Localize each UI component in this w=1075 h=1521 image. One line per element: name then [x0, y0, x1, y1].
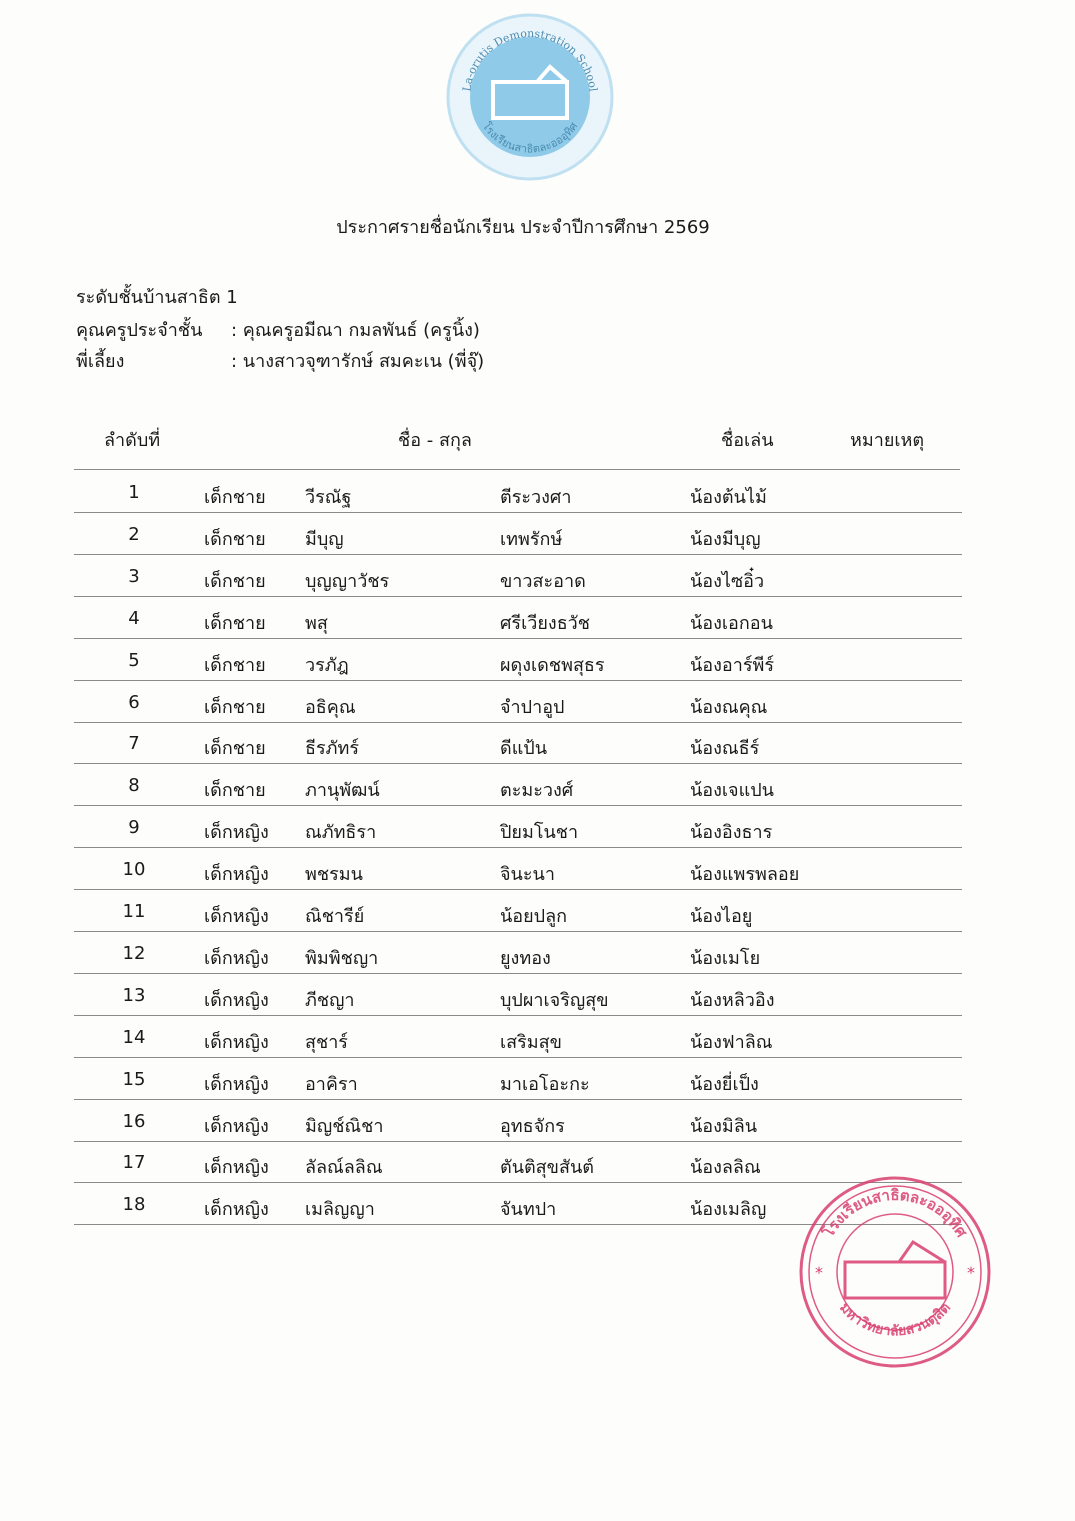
nickname: น้องเอกอน [690, 612, 773, 634]
last-name: เทพรักษ์ [500, 528, 563, 550]
table-row [74, 805, 962, 848]
row-number: 2 [128, 523, 140, 545]
row-number: 4 [128, 607, 140, 629]
nickname: น้องณคุณ [690, 696, 768, 718]
table-row [74, 847, 962, 890]
last-name: ตันติสุขสันต์ [500, 1157, 594, 1179]
page-title: ประกาศรายชื่อนักเรียน ประจำปีการศึกษา 2569 [336, 217, 710, 238]
nanny-label: พี่เลี้ยง [76, 351, 125, 372]
nickname: น้องยี่เป็ง [690, 1073, 759, 1095]
name-prefix: เด็กหญิง [204, 906, 269, 927]
first-name: มีบุญ [305, 528, 344, 550]
name-prefix: เด็กชาย [204, 696, 266, 718]
official-stamp [795, 1172, 995, 1372]
svg-text:มหาวิทยาลัยสวนดุสิต: มหาวิทยาลัยสวนดุสิต [836, 1299, 954, 1340]
svg-text:โรงเรียนสาธิตละอออุทิศ: โรงเรียนสาธิตละอออุทิศ [819, 1185, 971, 1241]
table-row [74, 512, 962, 555]
last-name: จันทปา [500, 1199, 557, 1221]
name-prefix: เด็กหญิง [204, 1199, 269, 1221]
nickname: น้องแพรพลอย [690, 864, 800, 886]
last-name: ปิยมโนชา [500, 822, 579, 844]
table-row [74, 470, 962, 513]
table-row [74, 973, 962, 1016]
first-name: เมลิญญา [305, 1199, 375, 1221]
name-prefix: เด็กชาย [204, 487, 266, 508]
first-name: วีรณัฐ [305, 487, 352, 508]
table-row [74, 680, 962, 723]
first-name: ณภัทธิรา [305, 822, 377, 844]
name-prefix: เด็กชาย [204, 612, 266, 634]
name-prefix: เด็กหญิง [204, 1157, 269, 1179]
last-name: บุปผาเจริญสุข [500, 989, 609, 1011]
class-level: ระดับชั้นบ้านสาธิต 1 [76, 287, 238, 308]
last-name: มาเอโอะกะ [500, 1073, 590, 1095]
row-number: 3 [128, 565, 140, 587]
first-name: ลัลณ์ลลิณ [305, 1157, 383, 1179]
first-name: มิญช์ณิชา [305, 1115, 384, 1137]
row-number: 18 [122, 1194, 146, 1216]
row-number: 17 [122, 1152, 146, 1174]
svg-text:*: * [815, 1263, 823, 1282]
first-name: พสุ [305, 612, 328, 634]
table-row [74, 1099, 962, 1142]
nickname: น้องลลิณ [690, 1157, 761, 1179]
name-prefix: เด็กชาย [204, 570, 266, 592]
teacher-value: : คุณครูอมีณา กมลพันธ์ (ครูนิ้ง) [231, 320, 480, 341]
nanny-value: : นางสาวจุฑารักษ์ สมคะเน (พี่จุ๊) [231, 351, 485, 372]
nickname: น้องหลิวอิง [690, 989, 775, 1011]
svg-text:La-orutis Demonstration School: La-orutis Demonstration School [460, 26, 600, 93]
last-name: จำปาอูป [500, 696, 565, 718]
nickname: น้องไอยู [690, 906, 753, 927]
header-remark: หมายเหตุ [850, 430, 925, 451]
nickname: น้องณธีร์ [690, 738, 760, 760]
name-prefix: เด็กหญิง [204, 1073, 269, 1095]
last-name: ศรีเวียงธวัช [500, 612, 590, 634]
name-prefix: เด็กชาย [204, 738, 266, 760]
nickname: น้องมีบุญ [690, 528, 761, 550]
first-name: ภีชญา [305, 989, 355, 1011]
nickname: น้องต้นไม้ [690, 487, 767, 508]
table-row [74, 1015, 962, 1058]
homeroom-teacher [76, 315, 576, 344]
last-name: ผดุงเดชพสุธร [500, 654, 605, 676]
table-row [74, 596, 962, 639]
nickname: น้องไซอิ๋ว [690, 570, 765, 592]
svg-text:โรงเรียนสาธิตละอออุทิศ: โรงเรียนสาธิตละอออุทิศ [479, 119, 581, 156]
name-prefix: เด็กหญิง [204, 822, 269, 844]
table-row [74, 721, 962, 764]
school-logo [445, 12, 615, 182]
svg-text:*: * [967, 1263, 975, 1282]
last-name: ดีแป้น [500, 738, 548, 760]
nickname: น้องเมโย [690, 947, 761, 969]
row-number: 10 [122, 859, 146, 881]
last-name: ตะมะวงศ์ [500, 780, 574, 802]
last-name: อุทธจักร [500, 1115, 565, 1137]
first-name: อธิคุณ [305, 696, 356, 718]
row-number: 13 [122, 984, 146, 1006]
first-name: พิมพิชญา [305, 947, 379, 969]
name-prefix: เด็กชาย [204, 654, 266, 676]
table-row [74, 554, 962, 597]
table-row [74, 638, 962, 681]
table-row [74, 931, 962, 974]
teacher-label: คุณครูประจำชั้น [76, 320, 203, 341]
nickname: น้องเมลิญ [690, 1199, 767, 1221]
name-prefix: เด็กหญิง [204, 947, 269, 969]
header-nickname: ชื่อเล่น [721, 430, 774, 451]
row-number: 16 [122, 1110, 146, 1132]
last-name: ตีระวงศา [500, 487, 572, 508]
nickname: น้องเจแปน [690, 780, 774, 802]
row-number: 8 [128, 775, 140, 797]
row-number: 12 [122, 942, 146, 964]
first-name: สุชาร์ [305, 1031, 348, 1053]
nickname: น้องมิลิน [690, 1115, 758, 1137]
name-prefix: เด็กหญิง [204, 1115, 269, 1137]
row-number: 7 [128, 733, 140, 755]
last-name: ขาวสะอาด [500, 570, 586, 592]
row-number: 6 [128, 691, 140, 713]
table-row [74, 1057, 962, 1100]
row-number: 15 [122, 1068, 146, 1090]
last-name: จินะนา [500, 864, 555, 886]
name-prefix: เด็กชาย [204, 780, 266, 802]
first-name: พชรมน [305, 864, 363, 886]
nickname: น้องอาร์พีร์ [690, 654, 775, 676]
last-name: ยูงทอง [500, 947, 551, 969]
header-name: ชื่อ - สกุล [398, 430, 472, 451]
row-number: 11 [122, 901, 146, 922]
row-number: 5 [128, 649, 140, 671]
first-name: อาคิรา [305, 1073, 358, 1095]
nickname: น้องฟาลิณ [690, 1031, 773, 1053]
nanny [76, 346, 576, 375]
row-number: 14 [122, 1026, 146, 1048]
nickname: น้องอิงธาร [690, 822, 773, 844]
row-number: 1 [128, 482, 140, 503]
last-name: น้อยปลูก [500, 906, 568, 927]
row-number: 9 [128, 817, 140, 839]
name-prefix: เด็กหญิง [204, 1031, 269, 1053]
name-prefix: เด็กชาย [204, 528, 266, 550]
table-row [74, 889, 962, 932]
first-name: ธีรภัทร์ [305, 738, 360, 760]
first-name: วรภัฎ [305, 654, 349, 676]
name-prefix: เด็กหญิง [204, 864, 269, 886]
first-name: ภานุพัฒน์ [305, 780, 380, 802]
table-row [74, 763, 962, 806]
first-name: ณิชารีย์ [305, 906, 365, 927]
last-name: เสริมสุข [500, 1031, 562, 1053]
name-prefix: เด็กหญิง [204, 989, 269, 1011]
header-no: ลำดับที่ [104, 430, 161, 451]
first-name: บุญญาวัชร [305, 570, 390, 592]
